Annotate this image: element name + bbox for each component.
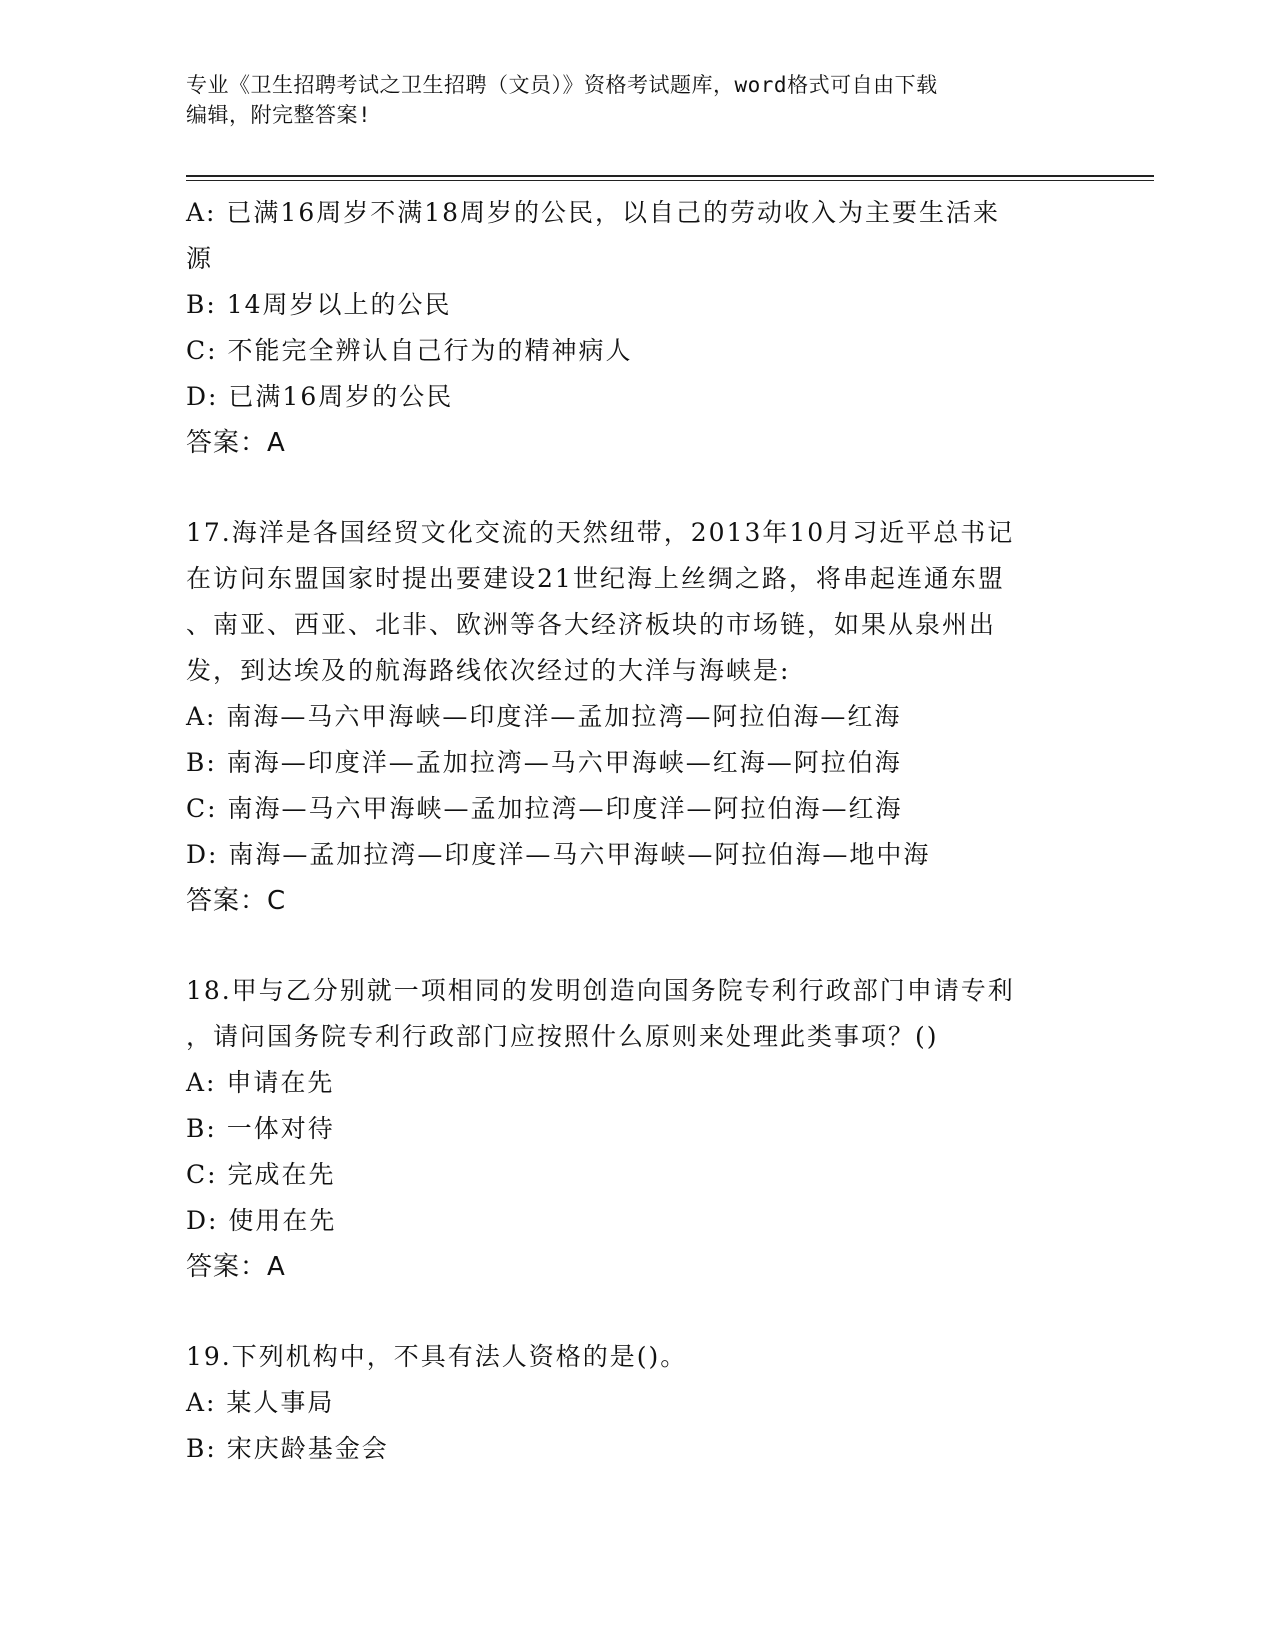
question-stem-line-3: 、南亚、西亚、北非、欧洲等各大经济板块的市场链，如果从泉州出 bbox=[186, 610, 997, 639]
answer: 答案：A bbox=[186, 428, 286, 458]
option-a: A: 申请在先 bbox=[186, 1068, 335, 1097]
option-a: A: 南海—马六甲海峡—印度洋—孟加拉湾—阿拉伯海—红海 bbox=[186, 702, 902, 731]
question-17 bbox=[186, 510, 1086, 924]
header-line-1: 专业《卫生招聘考试之卫生招聘（文员）》资格考试题库，word格式可自由下载 bbox=[186, 73, 938, 97]
answer: 答案：C bbox=[186, 886, 287, 916]
option-b: B: 宋庆龄基金会 bbox=[186, 1434, 389, 1463]
header-rule-thick bbox=[186, 175, 1154, 177]
question-16 bbox=[186, 190, 1086, 466]
option-a-line-2: 源 bbox=[186, 244, 214, 273]
question-stem-line-4: 发，到达埃及的航海路线依次经过的大洋与海峡是: bbox=[186, 656, 791, 685]
option-b: B: 14周岁以上的公民 bbox=[186, 290, 452, 319]
option-b: B: 南海—印度洋—孟加拉湾—马六甲海峡—红海—阿拉伯海 bbox=[186, 748, 902, 777]
spacer bbox=[186, 924, 1086, 968]
option-d: D: 南海—孟加拉湾—印度洋—马六甲海峡—阿拉伯海—地中海 bbox=[186, 840, 931, 869]
question-19 bbox=[186, 1334, 1086, 1472]
option-d: D: 已满16周岁的公民 bbox=[186, 382, 454, 411]
option-a: A: 某人事局 bbox=[186, 1388, 335, 1417]
header-rule-thin bbox=[186, 180, 1154, 181]
spacer bbox=[186, 1290, 1086, 1334]
option-c: C: 不能完全辨认自己行为的精神病人 bbox=[186, 336, 633, 365]
answer: 答案：A bbox=[186, 1252, 286, 1282]
question-list bbox=[186, 190, 1086, 1472]
question-stem-line-1: 19.下列机构中，不具有法人资格的是()。 bbox=[186, 1342, 688, 1371]
question-stem-line-2: 在访问东盟国家时提出要建设21世纪海上丝绸之路，将串起连通东盟 bbox=[186, 564, 1005, 593]
document-header bbox=[186, 70, 1086, 130]
option-b: B: 一体对待 bbox=[186, 1114, 335, 1143]
spacer bbox=[186, 466, 1086, 510]
option-c: C: 南海—马六甲海峡—孟加拉湾—印度洋—阿拉伯海—红海 bbox=[186, 794, 903, 823]
question-stem-line-1: 17.海洋是各国经贸文化交流的天然纽带，2013年10月习近平总书记 bbox=[186, 518, 1015, 547]
option-a-line-1: A: 已满16周岁不满18周岁的公民，以自己的劳动收入为主要生活来 bbox=[186, 198, 1001, 227]
header-line-2: 编辑，附完整答案! bbox=[186, 103, 372, 127]
question-stem-line-2: ，请问国务院专利行政部门应按照什么原则来处理此类事项？() bbox=[186, 1022, 939, 1051]
question-stem-line-1: 18.甲与乙分别就一项相同的发明创造向国务院专利行政部门申请专利 bbox=[186, 976, 1015, 1005]
question-18 bbox=[186, 968, 1086, 1290]
option-d: D: 使用在先 bbox=[186, 1206, 337, 1235]
option-c: C: 完成在先 bbox=[186, 1160, 336, 1189]
